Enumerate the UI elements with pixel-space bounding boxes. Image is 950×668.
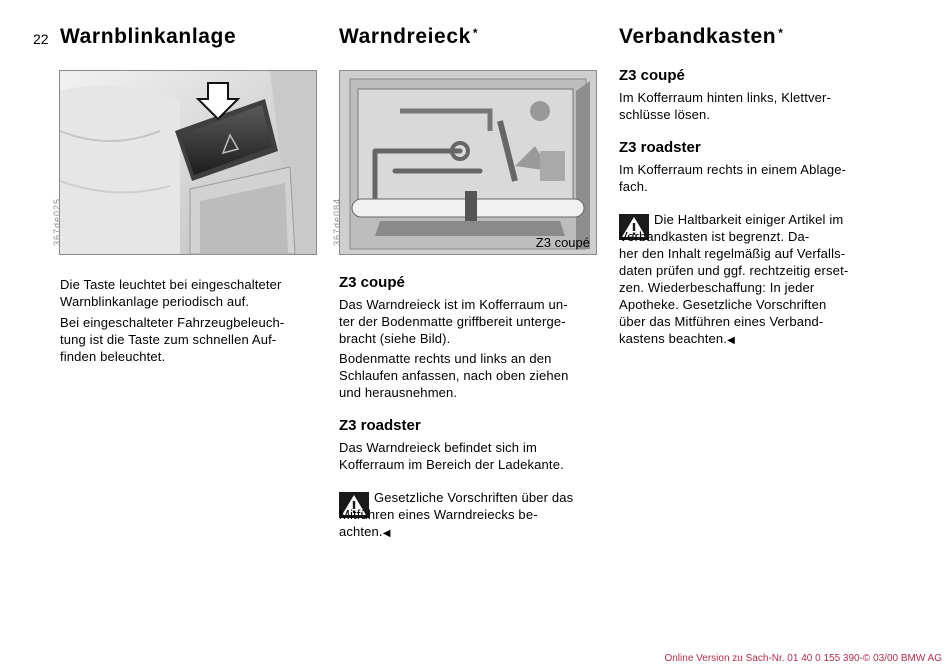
- warning-text: Die Haltbarkeit einiger Artikel im Verbandkasten ist begrenzt. Da- her den Inhalt regelmäßig auf Verfalls- daten prüfen und ggf. rechtzeitig erset- zen. Wiederbeschaffung: In jeder Apotheke. Gesetzliche Vorschriften über das Mitführen eines Verband- kastens beachten.◀: [619, 212, 849, 346]
- paragraph: Die Taste leuchtet bei eingeschalteter Warnblinkanlage periodisch auf.: [60, 277, 282, 309]
- subheading-z3-roadster: Z3 roadster: [339, 417, 421, 434]
- hazard-button-photo: [52, 70, 317, 255]
- subheading-z3-roadster: Z3 roadster: [619, 139, 701, 156]
- paragraph: Im Kofferraum hinten links, Klettver- schlüsse lösen.: [619, 90, 831, 122]
- section-title-warnblinkanlage: Warnblinkanlage: [60, 25, 237, 48]
- section-title-warndreieck: Warndreieck *: [339, 25, 479, 48]
- warning-text: Gesetzliche Vorschriften über das Mitführen eines Warndreiecks be- achten.◀: [339, 490, 574, 539]
- trunk-photo: [332, 70, 597, 255]
- paragraph: Bei eingeschalteter Fahrzeugbeleuch- tung ist die Taste zum schnellen Auf- finden beleuchtet.: [60, 315, 285, 364]
- subheading-z3-coupe: Z3 coupé: [339, 274, 405, 291]
- footer-copyright: Online Version zu Sach-Nr. 01 40 0 155 390-© 03/00 BMW AG: [664, 653, 942, 664]
- paragraph: Bodenmatte rechts und links an den Schlaufen anfassen, nach oben ziehen und herausnehmen.: [339, 351, 569, 400]
- paragraph: Im Kofferraum rechts in einem Ablage- fach.: [619, 162, 847, 194]
- page-number: 22: [33, 31, 49, 47]
- paragraph: Das Warndreieck ist im Kofferraum un- ter der Bodenmatte griffbereit unterge- bracht (siehe Bild).: [339, 297, 568, 346]
- section-title-verbandkasten: Verbandkasten *: [619, 25, 784, 48]
- paragraph: Das Warndreieck befindet sich im Kofferraum im Bereich der Ladekante.: [339, 440, 564, 472]
- end-mark: ◀: [382, 528, 391, 539]
- photo-code: 367de025: [52, 197, 62, 246]
- photo-code: 367de084: [332, 197, 342, 246]
- photo-caption: Z3 coupé: [535, 235, 590, 250]
- end-mark: ◀: [727, 335, 735, 346]
- subheading-z3-coupe: Z3 coupé: [619, 67, 685, 84]
